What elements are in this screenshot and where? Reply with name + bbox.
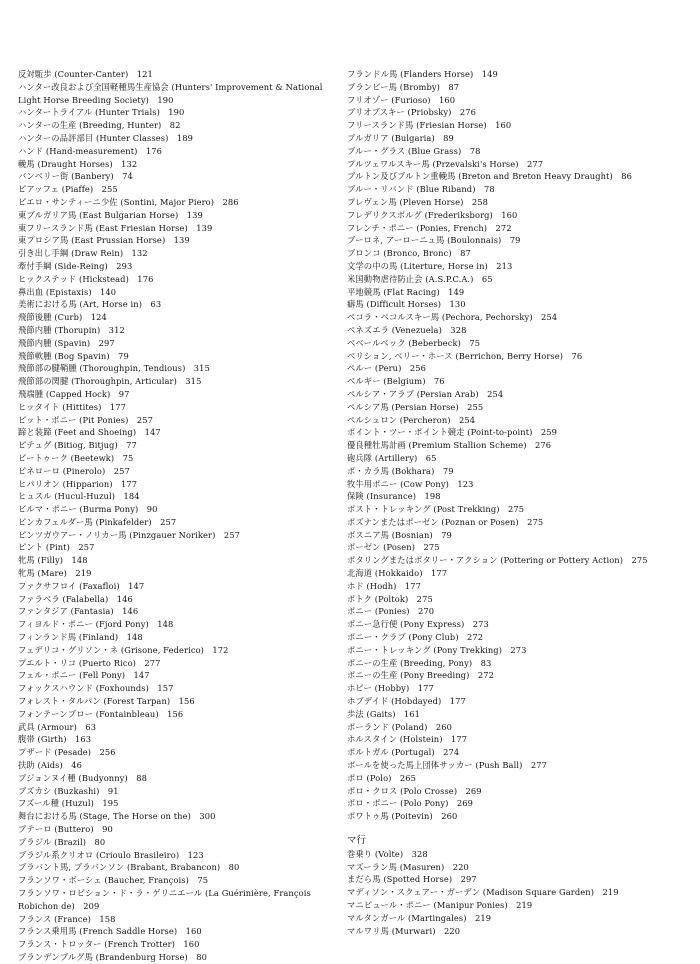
- index-entry: 飛節部の関腱 (Thoroughpin, Articular) 315: [18, 376, 202, 387]
- index-entry: フレデリクスボルグ (Frederiksborg) 160: [347, 209, 518, 220]
- index-entry: 砲兵隊 (Artillery) 65: [347, 452, 437, 463]
- index-entry: 飛節部の腱鞘腫 (Thoroughpin, Tendious) 315: [18, 363, 210, 374]
- index-entry: フォレスト・タルパン (Forest Tarpan) 156: [18, 696, 195, 707]
- index-entry: 飛節内腫 (Thorupin) 312: [18, 324, 125, 335]
- index-entry: ブラジル (Brazil) 80: [18, 836, 106, 847]
- index-entry: マルタンガール (Martingales) 219: [347, 912, 492, 923]
- index-entry: ハンタートライアル (Hunter Trials) 190: [18, 107, 185, 118]
- index-entry: フォックスハウンド (Foxhounds) 157: [18, 683, 174, 694]
- index-entry: ブルー・グラス (Blue Grass) 78: [347, 145, 481, 156]
- index-entry: マニピュール・ポニー (Manipur Ponies) 219: [347, 900, 533, 910]
- index-entry: ベルギー (Belgium) 76: [347, 376, 445, 387]
- index-entry: バンベリー街 (Banbery) 74: [18, 171, 133, 182]
- index-entry: 歩法 (Gaits) 161: [347, 708, 421, 719]
- index-entry: ポズナンまたはポーゼン (Poznan or Posen) 275: [347, 516, 544, 527]
- index-entry: ピアッフェ (Piaffe) 255: [18, 184, 118, 195]
- index-entry: ハンターの生産 (Breeding, Hunter) 82: [18, 120, 181, 131]
- index-entry: ピエロ・サンティーニ少佐 (Sontini, Major Piero) 286: [18, 196, 239, 207]
- index-entry: ハンターの品評部目 (Hunter Classes) 189: [18, 132, 193, 143]
- index-entry: ポトク (Poltok) 275: [347, 593, 433, 604]
- index-entry: 牧牛用ポニー (Cow Pony) 123: [347, 478, 474, 489]
- index-entry: フランス乗用馬 (French Saddle Horse) 160: [18, 926, 202, 937]
- index-entry: フェデリコ・グリソン・ネ (Grisone, Federico) 172: [18, 644, 229, 655]
- index-entry: ポニーの生産 (Pony Breeding) 272: [347, 670, 495, 681]
- index-entry: ポーゼン (Posen) 275: [347, 542, 440, 553]
- index-entry: ボールを使った馬上団体サッカー (Push Ball) 277: [347, 760, 547, 771]
- index-entry: ペルシア・アラブ (Persian Arab) 254: [347, 388, 504, 399]
- index-entry: ホビー (Hobby) 177: [347, 683, 434, 694]
- index-entry: 反対駈歩 (Counter-Canter) 121: [18, 69, 153, 79]
- index-entry: ブーロネ, アーローニュ馬 (Boulonnais) 79: [347, 235, 521, 246]
- index-entry: ペルシュロン (Percheron) 254: [347, 414, 476, 425]
- index-entry: ピンカフェルダー馬 (Pinkafelder) 257: [18, 516, 177, 527]
- index-entry: ホド (Hodh) 177: [347, 580, 422, 591]
- index-entry: 東ブルガリア馬 (East Bulgarian Horse) 139: [18, 209, 203, 220]
- index-entry: 腹帯 (Girth) 163: [18, 734, 92, 745]
- index-entry: 輓馬 (Draught Horses) 132: [18, 158, 138, 169]
- index-entry: 鼻出血 (Epistaxis) 140: [18, 286, 117, 297]
- index-entry: ヒュスル (Hucul-Huzul) 184: [18, 491, 140, 502]
- index-entry: 飛節内腫 (Spavin) 297: [18, 337, 115, 348]
- index-entry: ボ・カラ馬 (Bokhara) 79: [347, 465, 454, 476]
- index-entry: 巻乗り (Volte) 328: [347, 848, 428, 859]
- index-entry: 牝馬 (Mare) 219: [18, 568, 92, 579]
- index-entry: ピンツガウアー・ノリカー馬 (Pinzgauer Noriker) 257: [18, 529, 240, 540]
- index-entry: 北海道 (Hokkaido) 177: [347, 568, 448, 579]
- index-entry: ファラベラ (Falabella) 146: [18, 593, 133, 604]
- section-heading: マ行: [347, 835, 367, 847]
- right-column: [347, 68, 692, 937]
- index-entry: プレヴェン馬 (Pleven Horse) 258: [347, 196, 488, 207]
- index-entry: ポロ (Polo) 265: [347, 772, 417, 783]
- index-entry: ブリオブスキー (Priobsky) 276: [347, 107, 477, 118]
- index-entry: ペコラ・ペコルスキー馬 (Pechora, Pechorsky) 254: [347, 312, 558, 323]
- index-entry: フェル・ポニー (Fell Pony) 147: [18, 670, 150, 681]
- left-column: [18, 68, 336, 964]
- index-entry: 飛端腫 (Capped Hock) 97: [18, 388, 130, 399]
- index-entry: フランソワ・ロビション・ド・ラ・ゲリニエール (La Guérinière, François Robichon de) 209: [18, 888, 311, 911]
- index-entry: フランドル馬 (Flanders Horse) 149: [347, 69, 498, 79]
- index-entry: フレンチ・ポニー (Ponies, French) 272: [347, 222, 512, 233]
- index-entry: プザード (Pesade) 256: [18, 747, 116, 758]
- index-entry: 牝馬 (Filly) 148: [18, 555, 88, 566]
- index-entry: ポーランド (Poland) 260: [347, 721, 453, 732]
- index-entry: ファンタジア (Fantasia) 146: [18, 606, 139, 617]
- index-entry: プエルト・リコ (Puerto Rico) 277: [18, 657, 161, 668]
- index-entry: フィンランド馬 (Finland) 148: [18, 632, 143, 643]
- index-entry: ポロ・クロス (Polo Crosse) 269: [347, 785, 482, 796]
- index-entry: ピネローロ (Pinerolo) 257: [18, 465, 130, 476]
- index-entry: ペルシア馬 (Persian Horse) 255: [347, 401, 484, 412]
- index-entry: 扶助 (Aids) 46: [18, 760, 82, 771]
- index-entry: ボスニア馬 (Bosnian) 79: [347, 529, 452, 540]
- index-entry: ピント (Pint) 257: [18, 542, 95, 553]
- index-entry: ピテュグ (Bitiog, Bitjug) 77: [18, 440, 137, 451]
- index-entry: ホルスタイン (Holstein) 177: [347, 734, 468, 745]
- index-entry: フズール種 (Huzul) 195: [18, 798, 119, 809]
- index-entry: ベネズエラ (Venezuela) 328: [347, 324, 467, 335]
- index-entry: ポニー・クラブ (Pony Club) 272: [347, 632, 484, 643]
- index-entry: 東プロシア馬 (East Prussian Horse) 139: [18, 235, 190, 246]
- index-entry: ポニー (Ponies) 270: [347, 606, 435, 617]
- index-entry: 優良種牡馬計画 (Premium Stallion Scheme) 276: [347, 440, 552, 451]
- index-entry: ヒッタイト (Hittites) 177: [18, 401, 127, 412]
- index-entry: ブテーロ (Buttero) 90: [18, 824, 113, 835]
- index-entry: ブランビー馬 (Bromby) 87: [347, 81, 460, 92]
- index-entry: フリオゾー (Furioso) 160: [347, 94, 456, 105]
- index-entry: ベリション, ベリー・ホース (Berrichon, Berry Horse) 76: [347, 350, 583, 361]
- index-entry: 平地競馬 (Flat Racing) 149: [347, 286, 465, 297]
- index-entry: ポスト・トレッキング (Post Trekking) 275: [347, 504, 525, 515]
- index-entry: ブランデンブルグ馬 (Brandenburg Horse) 80: [18, 951, 208, 962]
- index-entry: ブロンコ (Bronco, Bronc) 87: [347, 248, 471, 259]
- index-entry: フリースランド馬 (Friesian Horse) 160: [347, 120, 512, 131]
- index-entry: 飛節軟腫 (Bog Spavin) 79: [18, 350, 129, 361]
- index-entry: ブラバント馬, ブラバンソン (Brabant, Brabancon) 80: [18, 862, 240, 873]
- index-entry: 美術における馬 (Art, Horse in) 63: [18, 299, 162, 310]
- index-entry: まだら馬 (Spotted Horse) 297: [347, 874, 477, 885]
- index-entry: 引き出し手綱 (Draw Rein) 132: [18, 248, 148, 259]
- index-entry: フォンテーンブロー (Fontainbleau) 156: [18, 708, 184, 719]
- index-entry: マズーラン馬 (Masuren) 220: [347, 861, 469, 872]
- index-entry: ファクサフロイ (Faxafloi) 147: [18, 580, 145, 591]
- index-entry: 文学の中の馬 (Literture, Horse in) 213: [347, 260, 513, 271]
- index-entry: ブルー・リバンド (Blue Riband) 78: [347, 184, 495, 195]
- index-entry: ブズカシ (Buzkashi) 91: [18, 785, 119, 796]
- index-entry: 飛節後腫 (Curb) 124: [18, 312, 107, 323]
- index-entry: ポニー・トレッキング (Pony Trekking) 273: [347, 644, 527, 655]
- index-entry: ブルトン及びブルトン重輓馬 (Breton and Breton Heavy Draught) 86: [347, 171, 632, 182]
- index-entry: マディソン・スクェアー・ガーデン (Madison Square Garden) 219: [347, 887, 619, 898]
- index-entry: ブジョンヌイ種 (Budyonny) 88: [18, 772, 147, 783]
- index-entry: ポタリングまたはポタリー・アクション (Pottering or Pottery Action) 275: [347, 555, 648, 566]
- index-entry: 武具 (Armour) 63: [18, 721, 97, 732]
- index-entry: マルワリ馬 (Murwari) 220: [347, 925, 461, 936]
- index-entry: ペルー (Peru) 256: [347, 363, 426, 374]
- index-entry: 東フリースランド馬 (East Friesian Horse) 139: [18, 222, 213, 233]
- index-entry: ホブデイド (Hobdayed) 177: [347, 696, 466, 707]
- index-entry: ハンター改良および全国軽種馬生産協会 (Hunters' Improvement & National Light Horse Breeding Society) 190: [18, 81, 323, 105]
- index-entry: ブラジル系クリオロ (Crioulo Brasileiro) 123: [18, 849, 204, 860]
- index-entry: ビルマ・ポニー (Burma Pony) 90: [18, 504, 158, 515]
- index-entry: ポニー急行便 (Pony Express) 273: [347, 619, 489, 630]
- index-entry: ポイント・ツー・ポイント競走 (Point-to-point) 259: [347, 427, 558, 438]
- index-entry: ポロ・ポニー (Polo Pony) 269: [347, 798, 474, 809]
- index-entry: フランス・トロッター (French Trotter) 160: [18, 939, 200, 950]
- index-entry: 蹄と装蹄 (Feet and Shoeing) 147: [18, 427, 161, 438]
- index-entry: 牽付手綱 (Side-Reing) 293: [18, 260, 133, 271]
- index-entry: ビートゥーク (Beetewk) 75: [18, 452, 134, 463]
- index-entry: ピット・ポニー (Pit Ponies) 257: [18, 414, 154, 425]
- index-entry: ポワトゥ馬 (Poitevin) 260: [347, 811, 458, 822]
- index-entry: フランソワ・ボーシェ (Baucher, François) 75: [18, 875, 209, 886]
- index-entry: ヒックステッド (Hickstead) 176: [18, 273, 154, 284]
- index-entry: 米国動物虐待防止会 (A.S.P.C.A.) 65: [347, 273, 493, 284]
- index-entry: 保険 (Insurance) 198: [347, 491, 441, 502]
- index-entry: ポルトガル (Portugal) 274: [347, 747, 460, 758]
- index-entry: ポニーの生産 (Breeding, Pony) 83: [347, 657, 492, 668]
- index-entry: プルツェワルスキー馬 (Przevalski's Horse) 277: [347, 158, 544, 169]
- index-entry: フランス (France) 158: [18, 913, 116, 924]
- index-entry: ベベールベック (Beberbeck) 75: [347, 337, 481, 348]
- index-entry: 舞台における馬 (Stage, The Horse on the) 300: [18, 811, 216, 822]
- index-entry: フィヨルド・ポニー (Fjord Pony) 148: [18, 619, 174, 630]
- index-entry: ハンド (Hand-measurement) 176: [18, 145, 163, 156]
- index-entry: ヒパリオン (Hipparion) 177: [18, 478, 138, 489]
- index-entry: 癖馬 (Difficult Horses) 130: [347, 299, 466, 310]
- index-entry: ブルガリア (Bulgaria) 89: [347, 132, 454, 143]
